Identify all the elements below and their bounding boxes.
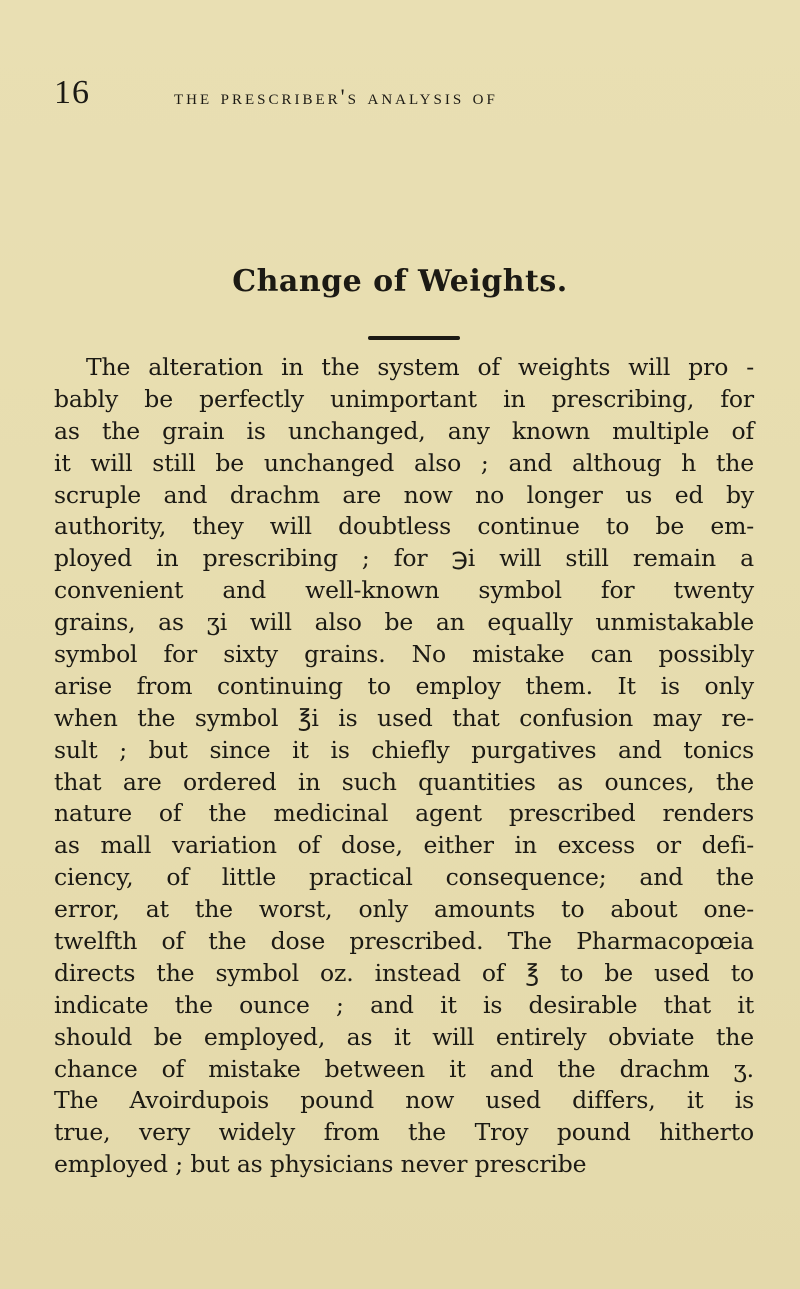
text-line: twelfth of the dose prescribed. The Pharmacopœia xyxy=(54,927,754,956)
body-paragraph xyxy=(54,352,754,1181)
text-line: employed ; but as physicians never prescribe xyxy=(54,1150,587,1179)
text-line: authority, they will doubtless continue to be em- xyxy=(54,512,754,541)
running-head xyxy=(54,76,754,116)
text-line: bably be perfectly unimportant in prescribing, for xyxy=(54,384,754,413)
running-title: the prescriber's analysis of xyxy=(174,84,498,109)
text-line: that are ordered in such quantities as ounces, the xyxy=(54,767,754,796)
page-number: 16 xyxy=(54,74,90,111)
text-line: as the grain is unchanged, any known multiple of xyxy=(54,416,754,445)
text-line: The alteration in the system of weights will pro - xyxy=(86,353,754,381)
text-line: ployed in prescribing ; for ℈i will still remain a xyxy=(54,544,754,573)
text-line: scruple and drachm are now no longer us ed by xyxy=(54,480,754,509)
text-line: it will still be unchanged also ; and althoug h the xyxy=(54,448,754,477)
text-line: ciency, of little practical consequence; and the xyxy=(54,863,754,892)
text-line: symbol for sixty grains. No mistake can possibly xyxy=(54,640,754,669)
text-line: error, at the worst, only amounts to about one- xyxy=(54,895,754,924)
text-line: when the symbol ℥i is used that confusion may re- xyxy=(54,703,754,732)
text-line: true, very widely from the Troy pound hitherto xyxy=(54,1118,754,1147)
text-line: indicate the ounce ; and it is desirable that it xyxy=(54,990,754,1019)
text-line: grains, as ʒi will also be an equally unmistakable xyxy=(54,608,754,637)
text-line: chance of mistake between it and the drachm ʒ. xyxy=(54,1054,754,1083)
text-line: The Avoirdupois pound now used differs, it is xyxy=(54,1086,754,1115)
text-line: should be employed, as it will entirely obviate the xyxy=(54,1022,754,1051)
text-line: directs the symbol oz. instead of ℥ to be used to xyxy=(54,958,754,987)
text-line: convenient and well-known symbol for twenty xyxy=(54,576,754,605)
section-title: Change of Weights. xyxy=(232,264,568,299)
text-line: as mall variation of dose, either in excess or defi- xyxy=(54,831,754,860)
text-line: sult ; but since it is chiefly purgatives and tonics xyxy=(54,735,754,764)
title-rule xyxy=(368,336,460,340)
text-line: arise from continuing to employ them. It is only xyxy=(54,671,754,700)
text-line: nature of the medicinal agent prescribed renders xyxy=(54,799,754,828)
